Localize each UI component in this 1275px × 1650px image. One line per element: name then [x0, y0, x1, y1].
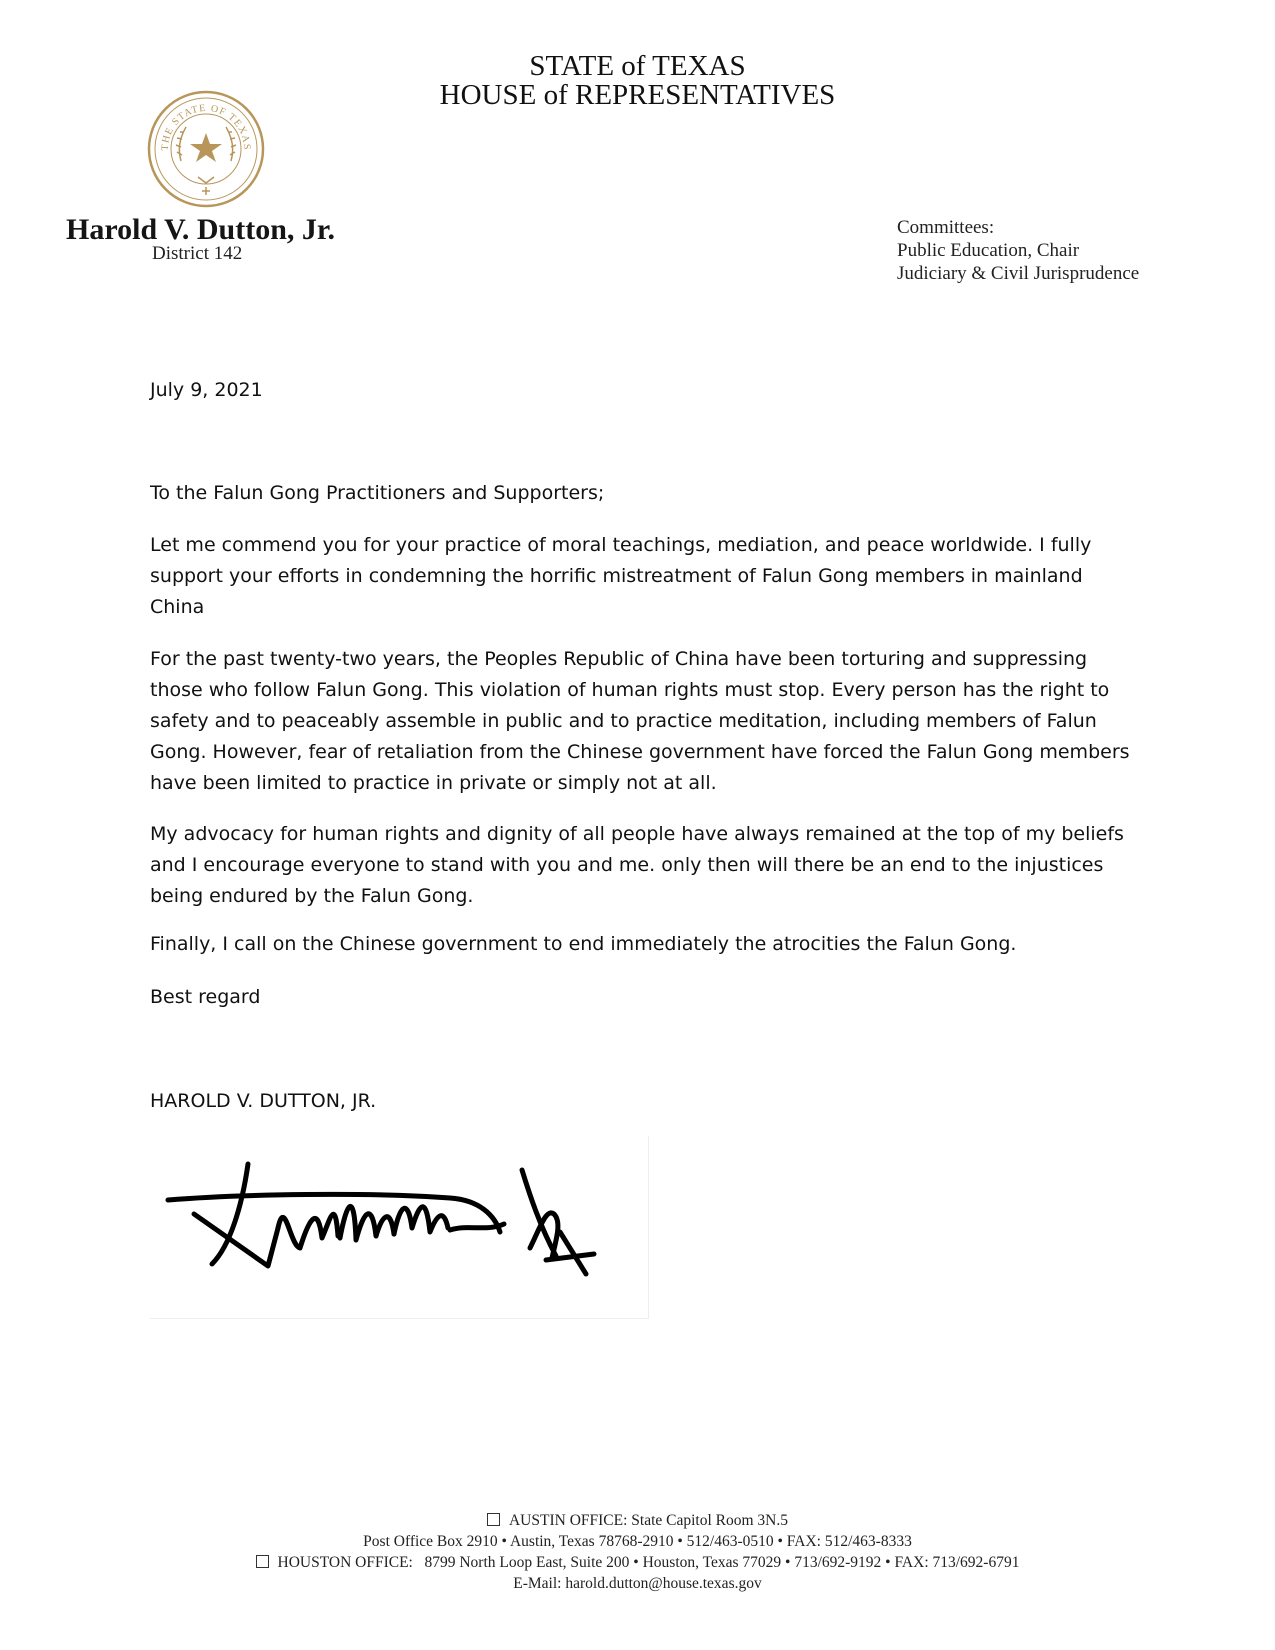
district-label: District 142 [152, 243, 243, 264]
signature-image [150, 1136, 649, 1319]
austin-address: Post Office Box 2910 • Austin, Texas 78768-2910 • 512/463-0510 • FAX: 512/463-8333 [363, 1533, 912, 1550]
checkbox-icon [256, 1555, 269, 1568]
footer-houston-line [0, 1552, 1275, 1573]
closing: Best regard [150, 986, 261, 1008]
representative-name: Harold V. Dutton, Jr. [66, 213, 335, 246]
body-paragraph: My advocacy for human rights and dignity of all people have always remained at the top of my beliefs and I encourage everyone to stand with you and me. only then will there be an end to the injustices being endured by the Falun Gong. [150, 823, 1124, 907]
committee-item: Public Education, Chair [897, 240, 1080, 261]
state-seal-icon [146, 89, 266, 209]
letterhead-line-state: STATE of TEXAS [529, 50, 746, 82]
houston-office: HOUSTON OFFICE: 8799 North Loop East, Suite 200 • Houston, Texas 77029 • 713/692-9192 • FAX: 713/692-6791 [277, 1554, 1020, 1571]
email-address: E-Mail: harold.dutton@house.texas.gov [513, 1575, 762, 1592]
letter-date: July 9, 2021 [150, 379, 263, 401]
body-paragraph: Finally, I call on the Chinese government to end immediately the atrocities the Falun Gong. [150, 933, 1017, 955]
footer-contact [0, 1510, 1275, 1594]
committees-block [897, 216, 1139, 285]
committees-heading: Committees: [897, 217, 995, 238]
committee-item: Judiciary & Civil Jurisprudence [897, 263, 1140, 284]
checkbox-icon [487, 1513, 500, 1526]
body-paragraph: For the past twenty-two years, the Peoples Republic of China have been torturing and suppressing those who follow Falun Gong. This violation of human rights must stop. Every person has the right to safety and to peaceably assemble in public and to practice meditation, including members of Falun Gong. However, fear of retaliation from the Chinese government have forced the Falun Gong members have been limited to practice in private or simply not at all. [150, 648, 1130, 794]
salutation: To the Falun Gong Practitioners and Supporters; [150, 482, 605, 504]
footer-austin-line [0, 1510, 1275, 1531]
signer-name: HAROLD V. DUTTON, JR. [150, 1090, 377, 1112]
austin-office: AUSTIN OFFICE: State Capitol Room 3N.5 [508, 1512, 788, 1529]
letterhead-line-house: HOUSE of REPRESENTATIVES [439, 79, 836, 111]
body-paragraph: Let me commend you for your practice of moral teachings, mediation, and peace worldwide. I fully support your efforts in condemning the horrific mistreatment of Falun Gong members in mainland China [150, 534, 1092, 618]
seal-text: THE STATE OF TEXAS [159, 102, 253, 151]
